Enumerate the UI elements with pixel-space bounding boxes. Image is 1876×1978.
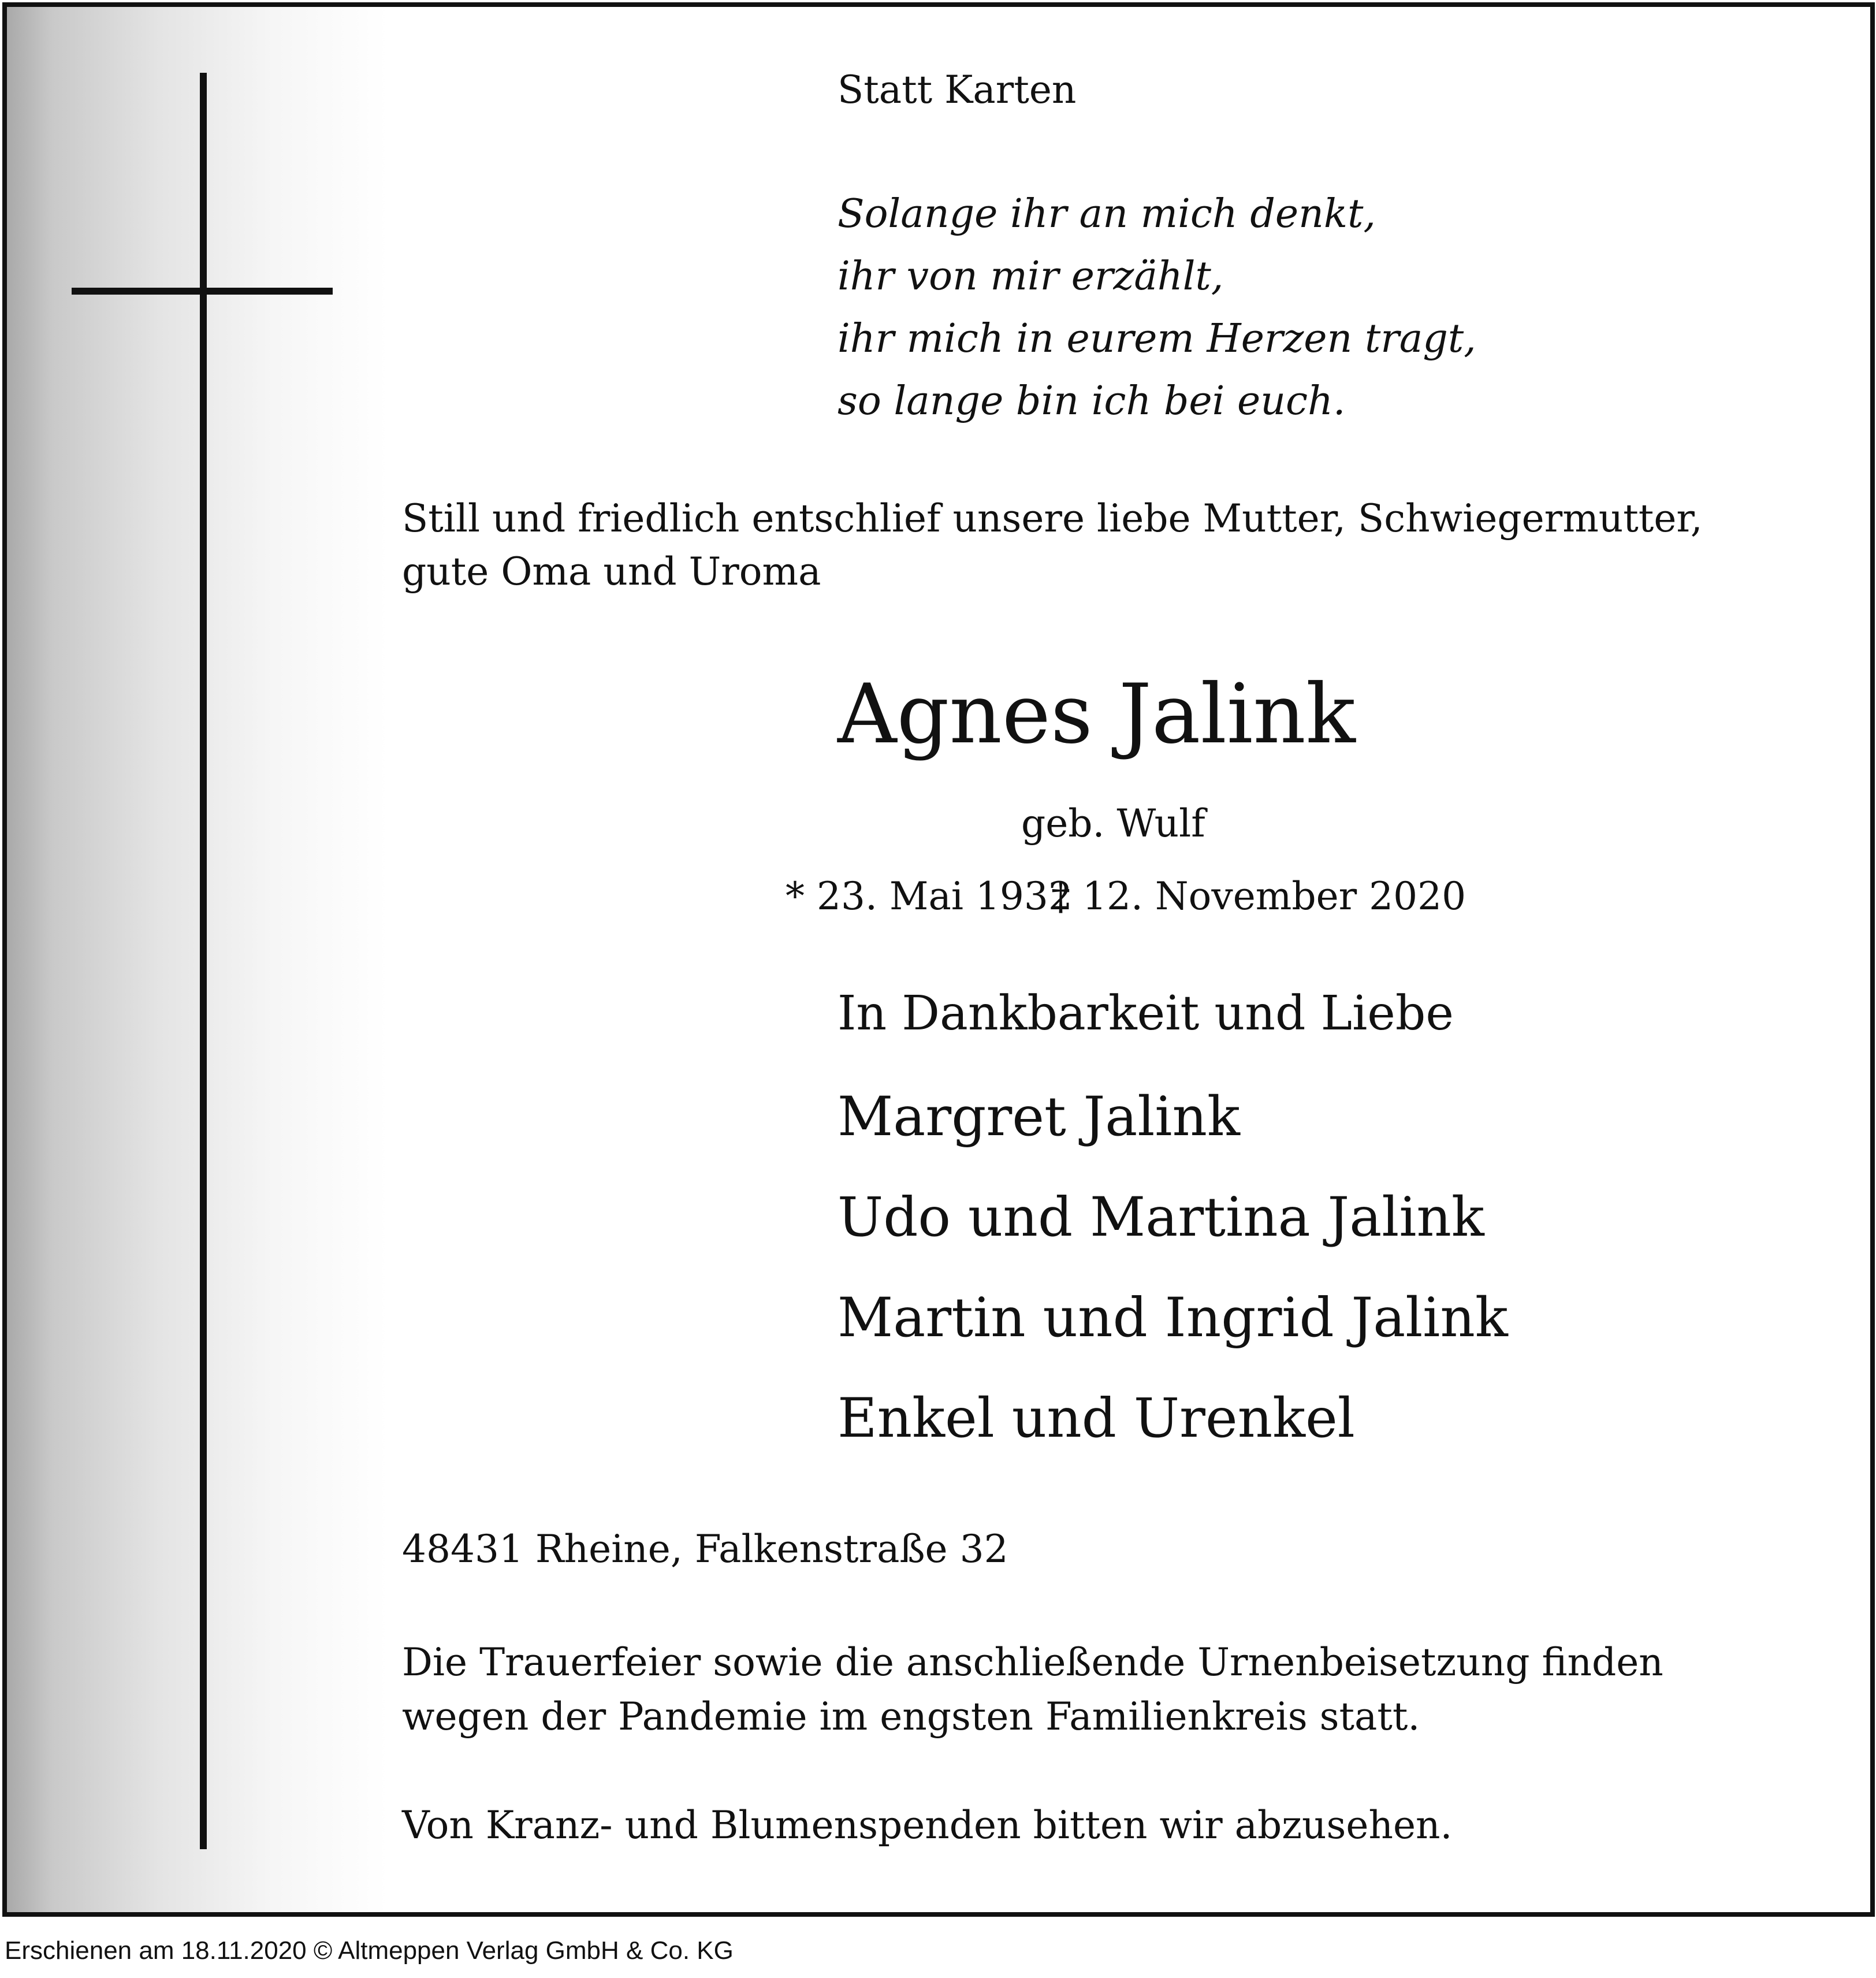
mourner-name: Udo und Martina Jalink: [838, 1186, 1484, 1249]
birth-date: * 23. Mai 1932: [786, 874, 1073, 919]
ceremony-line: Die Trauerfeier sowie die anschließende Urnenbeisetzung finden: [402, 1640, 1663, 1685]
cross-icon-beam: [72, 288, 333, 295]
death-date: † 12. November 2020: [1051, 874, 1466, 919]
cross-icon: [200, 73, 207, 1849]
mourner-name: Enkel und Urenkel: [838, 1387, 1355, 1450]
poem-line: so lange bin ich bei euch.: [838, 378, 1346, 424]
obituary-notice: [2, 2, 1875, 1917]
poem-line: ihr von mir erzählt,: [838, 254, 1224, 299]
maiden-name: geb. Wulf: [1021, 801, 1205, 846]
donations-note: Von Kranz- und Blumenspenden bitten wir abzusehen.: [402, 1803, 1453, 1847]
deceased-name: Agnes Jalink: [838, 667, 1356, 762]
poem-line: ihr mich in eurem Herzen tragt,: [838, 316, 1476, 362]
poem-line: Solange ihr an mich denkt,: [838, 191, 1376, 237]
ceremony-line: wegen der Pandemie im engsten Familienkreis statt.: [402, 1694, 1420, 1739]
address: 48431 Rheine, Falkenstraße 32: [402, 1527, 1008, 1571]
mourner-name: Margret Jalink: [838, 1085, 1240, 1148]
notice-header: Statt Karten: [838, 68, 1077, 112]
publication-footer: Erschienen am 18.11.2020 © Altmeppen Verlag GmbH & Co. KG: [5, 1936, 734, 1965]
closing-line: In Dankbarkeit und Liebe: [838, 986, 1454, 1041]
mourner-name: Martin und Ingrid Jalink: [838, 1287, 1508, 1349]
intro-line: gute Oma und Uroma: [402, 549, 821, 594]
intro-line: Still und friedlich entschlief unsere liebe Mutter, Schwiegermutter,: [402, 496, 1703, 541]
